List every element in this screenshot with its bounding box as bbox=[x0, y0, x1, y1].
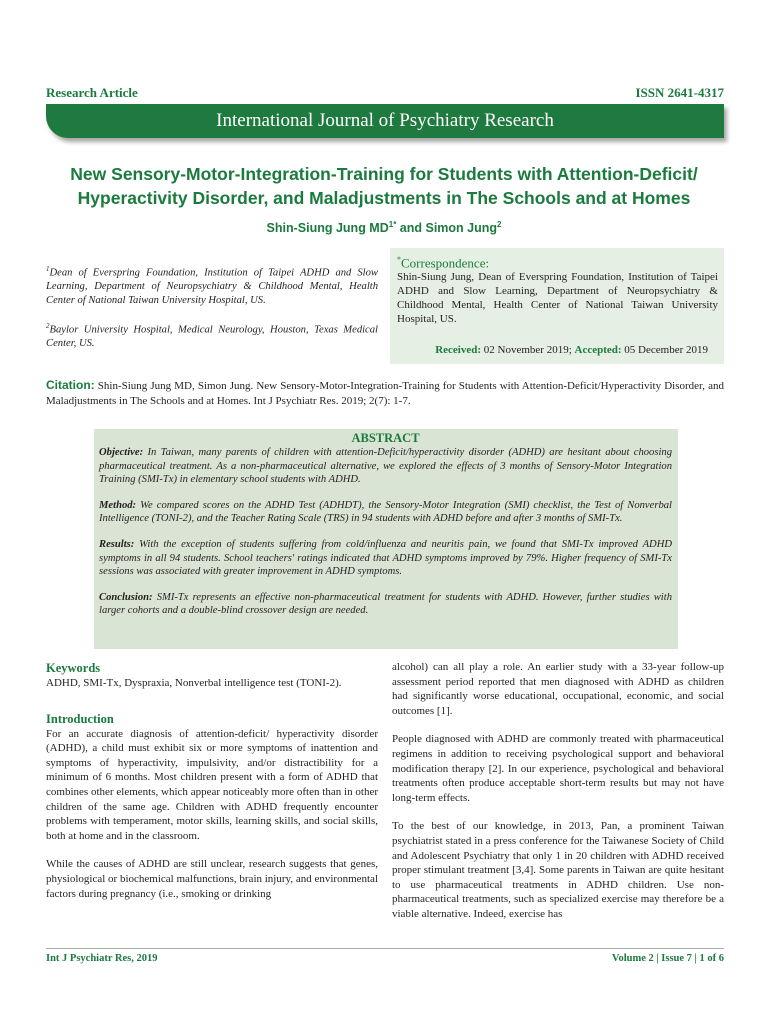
author-1: Shin-Siung Jung MD bbox=[266, 221, 389, 236]
footer-divider bbox=[46, 948, 724, 949]
author-and: and bbox=[396, 221, 426, 236]
correspondence-box bbox=[390, 248, 724, 364]
author-2-sup: 2 bbox=[497, 220, 502, 229]
affiliation-2-text: Baylor University Hospital, Medical Neurology, Houston, Texas Medical Center, US. bbox=[46, 324, 378, 350]
affiliation-1 bbox=[46, 263, 378, 307]
received-date: 02 November 2019; bbox=[481, 344, 575, 356]
keywords-text: ADHD, SMI-Tx, Dyspraxia, Nonverbal intelligence test (TONI-2). bbox=[46, 677, 342, 689]
correspondence-heading: *Correspondence: bbox=[397, 255, 490, 271]
citation-label: Citation: bbox=[46, 378, 95, 392]
citation bbox=[46, 378, 724, 408]
journal-name: International Journal of Psychiatry Research bbox=[216, 110, 554, 131]
correspondence-sup: * bbox=[397, 255, 401, 264]
abstract-conclusion: Conclusion: SMI-Tx represents an effective non-pharmaceutical treatment for students with ADHD. However, further studies with larger cohorts and a double-blind crossover design are needed. bbox=[99, 591, 672, 617]
abstract-box bbox=[94, 429, 678, 649]
authors bbox=[40, 220, 728, 235]
right-paragraph-3: To the best of our knowledge, in 2013, Pan, a prominent Taiwan psychiatrist stated in a press conference for the Taiwanese Society of Child and Adolescent Psychiatry that only 1 in 20 children with ADHD received proper stimulant treatment [3,4]. Some parents in Taiwan are quite hesitant to use pharmaceutical treatments in ADHD children. Use non-pharmaceutical treatments, such as specialized exercise may therefore be a viable alternative. Indeed, exercise has bbox=[392, 820, 724, 920]
article-title bbox=[40, 162, 728, 210]
journal-banner bbox=[46, 104, 724, 138]
abstract-objective: Objective: In Taiwan, many parents of children with attention-Deficit/hyperactivity disorder (ADHD) are hesitant about choosing pharmaceutical treatment. As a non-pharmaceutical alternative, we explored the effects of 3 months of Sensory-Motor Integration Training (SMI-Tx) in elementary school students with ADHD. bbox=[99, 447, 672, 486]
right-paragraph-1: alcohol) can all play a role. An earlier study with a 33-year follow-up assessment period reported that men diagnosed with ADHD as children had significantly worse educational, occupational, economic, and social outcomes [1]. bbox=[392, 661, 724, 717]
citation-text: Shin-Siung Jung MD, Simon Jung. New Sensory-Motor-Integration-Training for Students with Attention-Deficit/Hyperactivity Disorder, and Maladjustments in The Schools and at Homes. Int J Psychiatr Res. 2019; 2(7): 1-7. bbox=[46, 380, 724, 407]
received-label: Received: bbox=[435, 344, 482, 356]
issn: ISSN 2641-4317 bbox=[635, 85, 724, 100]
introduction-heading: Introduction bbox=[46, 711, 114, 726]
intro-paragraph-1: For an accurate diagnosis of attention-deficit/ hyperactivity disorder (ADHD), a child must exhibit six or more symptoms of inattention and symptoms of hyperactivity, impulsivity, and/or distractibility for a minimum of 6 months. Most children present with a form of ADHD that combines other elements, which appear noticeably more often than in other children of the same age. Children with ADHD frequently encounter problems with temperament, motor skills, learning skills, and social skills, both at home and in the classroom. bbox=[46, 727, 378, 842]
abstract-heading: ABSTRACT bbox=[351, 431, 420, 445]
title-line-2: Hyperactivity Disorder, and Maladjustments in The Schools and at Homes bbox=[77, 188, 691, 208]
author-2: Simon Jung bbox=[425, 221, 498, 236]
top-row bbox=[46, 84, 724, 102]
right-column bbox=[392, 660, 724, 922]
abstract-method: Method: We compared scores on the ADHD Test (ADHDT), the Sensory-Motor Integration (SMI) checklist, the Test of Nonverbal Intelligence (TONI-2), and the Teacher Rating Scale (TRS) in 94 students with ADHD before and after 3 months of SMI-Tx. bbox=[99, 499, 672, 525]
abstract-results: Results: With the exception of students suffering from cold/influenza and neuritis pain, we found that SMI-Tx improved ADHD symptoms in all 94 students. School teachers' ratings indicated that ADHD symptoms improved by 79%. Higher frequency of SMI-Tx sessions was associated with greater improvement in ADHD symptoms. bbox=[99, 538, 672, 578]
right-paragraph-2: People diagnosed with ADHD are commonly treated with pharmaceutical regimens in addition to receiving psychological support and behavioral modification therapy [2]. In our experience, psychological and behavioral treatments often produce acceptable short-term results but may not have long-term effects. bbox=[392, 733, 724, 804]
footer-volume: Volume 2 | Issue 7 | 1 of 6 bbox=[611, 952, 724, 964]
accepted-label: Accepted: bbox=[574, 344, 622, 356]
correspondence-text: Shin-Siung Jung, Dean of Everspring Foundation, Institution of Taipei ADHD and Slow Learning, Department of Neuropsychiatry & Childhood Mental, Health Center of National Taiwan University Hospital, US. bbox=[397, 271, 718, 326]
affiliation-1-text: Dean of Everspring Foundation, Institution of Taipei ADHD and Slow Learning, Department of Neuropsychiatry & Childhood Mental, Health Center of National Taiwan University Hospital, US. bbox=[46, 267, 378, 306]
intro-paragraph-2: While the causes of ADHD are still unclear, research suggests that genes, physiological or biochemical malfunctions, brain injury, and environmental factors during pregnancy (i.e., smoking or drinking bbox=[46, 858, 378, 900]
accepted-date: 05 December 2019 bbox=[621, 344, 708, 356]
title-line-1: New Sensory-Motor-Integration-Training for Students with Attention-Deficit/ bbox=[70, 164, 698, 184]
footer-journal: Int J Psychiatr Res, 2019 bbox=[46, 952, 158, 964]
footer bbox=[46, 950, 724, 966]
left-column bbox=[46, 660, 378, 901]
article-type: Research Article bbox=[46, 85, 138, 100]
keywords-heading: Keywords bbox=[46, 661, 101, 675]
affiliation-1-sup: 1 bbox=[46, 265, 50, 273]
received-accepted-dates bbox=[435, 344, 708, 356]
author-1-sup: 1* bbox=[388, 220, 397, 229]
affiliation-2 bbox=[46, 320, 378, 351]
affiliation-2-sup: 2 bbox=[46, 322, 50, 330]
